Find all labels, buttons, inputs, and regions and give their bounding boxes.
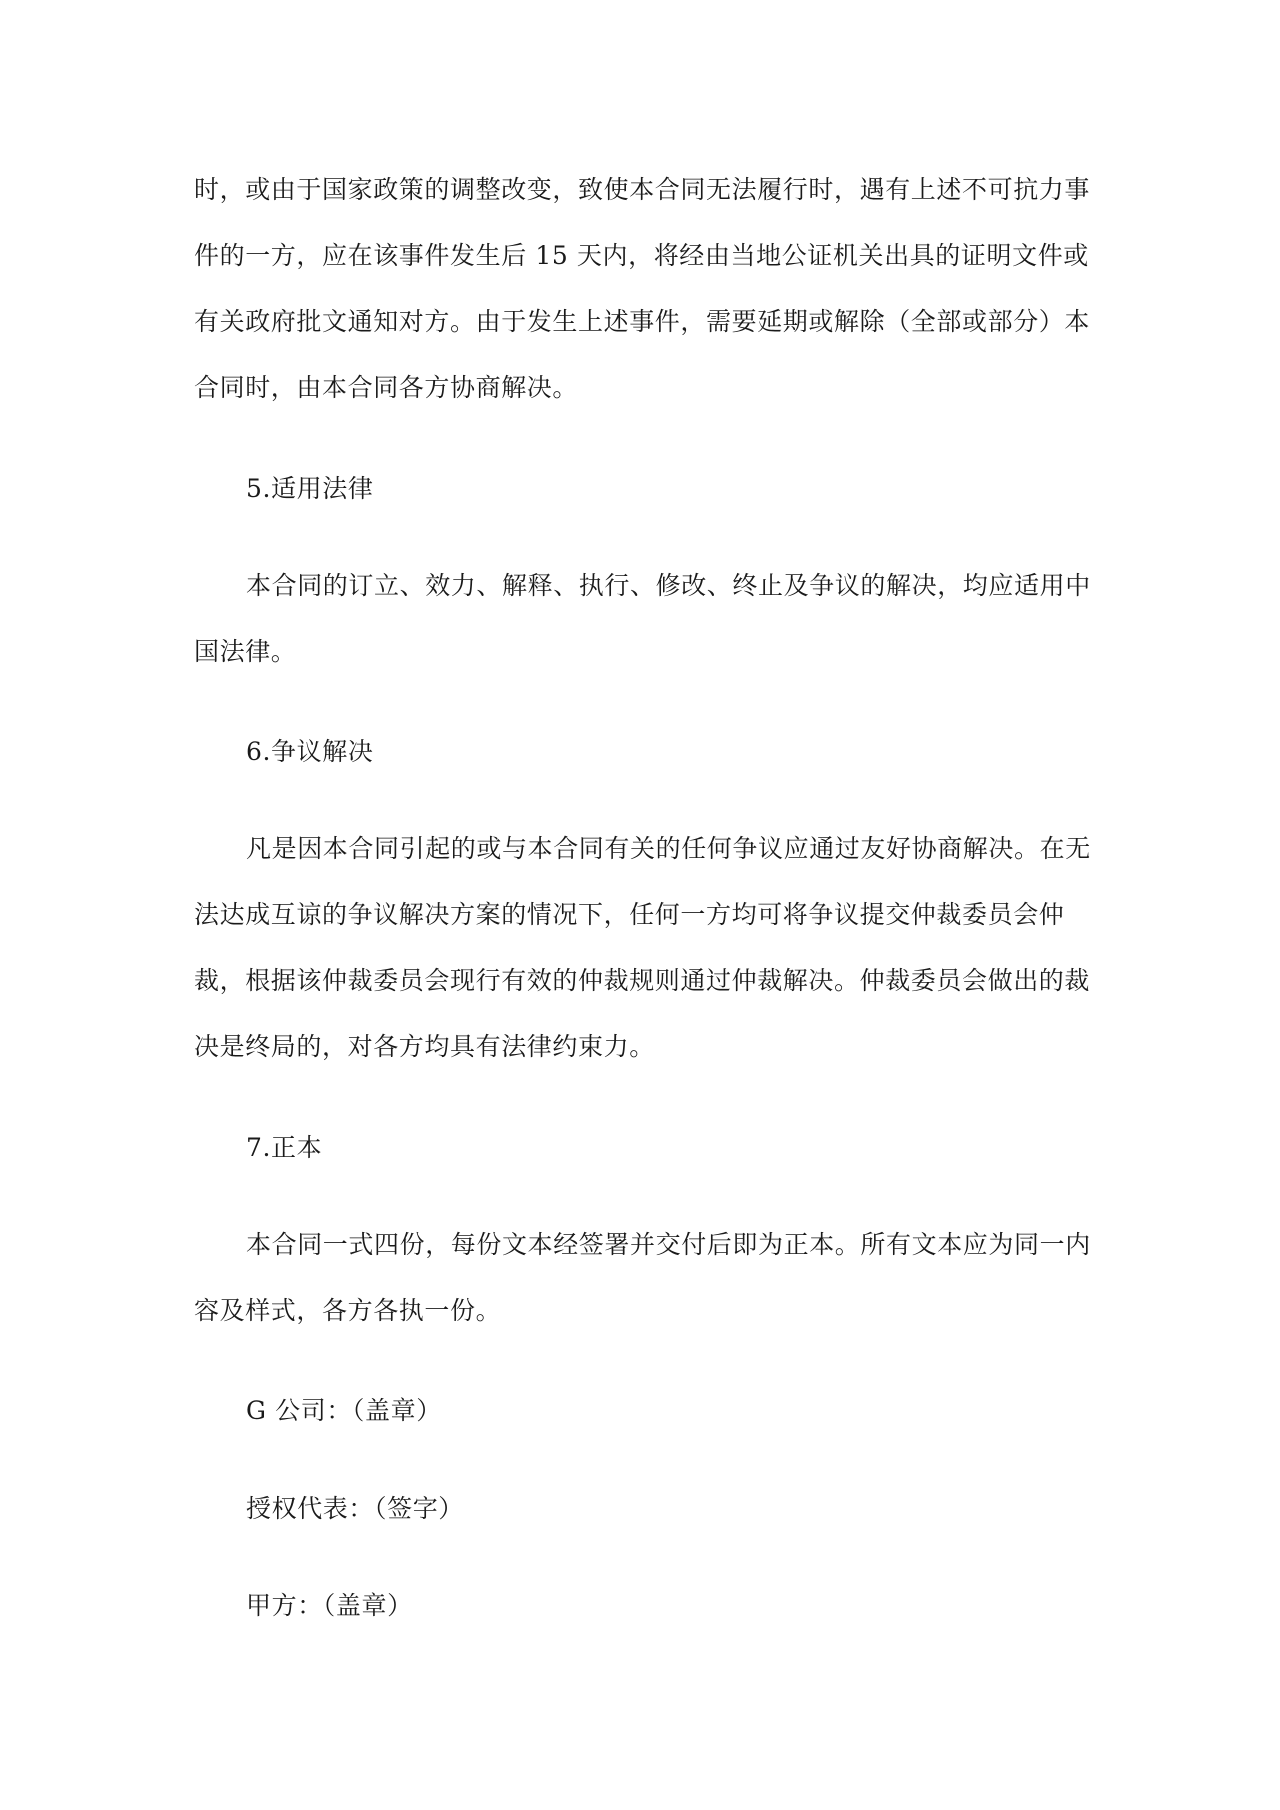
force-majeure-paragraph: 时，或由于国家政策的调整改变，致使本合同无法履行时，遇有上述不可抗力事件的一方，应在该事件发生后 15 天内，将经由当地公证机关出具的证明文件或有关政府批文通知对方。由于发生上述事件，需要延期或解除（全部或部分）本合同时，由本合同各方协商解决。	[194, 175, 1091, 402]
signature-company-g: G 公司：（盖章）	[246, 1396, 442, 1425]
section-5-body: 本合同的订立、效力、解释、执行、修改、终止及争议的解决，均应适用中国法律。	[194, 571, 1091, 666]
section-6-body: 凡是因本合同引起的或与本合同有关的任何争议应通过友好协商解决。在无法达成互谅的争议解决方案的情况下，任何一方均可将争议提交仲裁委员会仲裁，根据该仲裁委员会现行有效的仲裁规则通过仲裁解决。仲裁委员会做出的裁决是终局的，对各方均具有法律约束力。	[194, 834, 1091, 1061]
section-6-heading: 6.争议解决	[246, 737, 374, 766]
signature-authorized-representative: 授权代表：（签字）	[246, 1494, 464, 1523]
section-7-heading: 7.正本	[246, 1133, 323, 1162]
section-5-heading: 5.适用法律	[246, 474, 374, 503]
signature-party-a: 甲方：（盖章）	[246, 1591, 413, 1620]
section-7-body: 本合同一式四份，每份文本经签署并交付后即为正本。所有文本应为同一内容及样式，各方各执一份。	[194, 1230, 1091, 1325]
